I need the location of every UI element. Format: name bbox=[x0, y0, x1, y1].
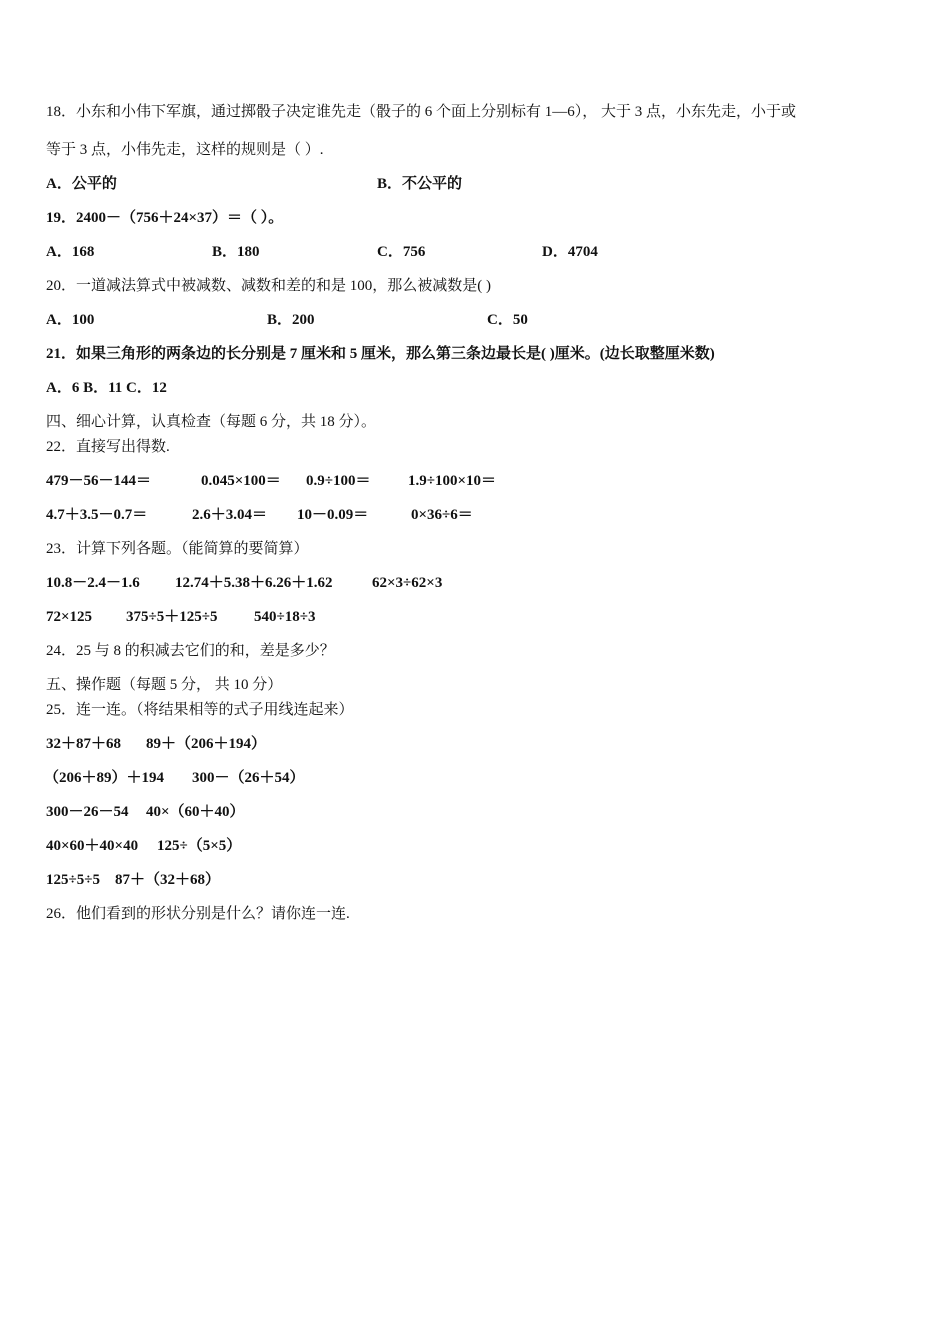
q22-r1-expr1: 479－56－144＝ bbox=[46, 473, 152, 489]
q25-r5-left: 125÷5÷5 bbox=[46, 872, 100, 888]
q18-stem-line2: 等于 3 点，小伟先走，这样的规则是（ ）. bbox=[46, 142, 324, 158]
q22-r1-expr4: 1.9÷100×10＝ bbox=[408, 473, 497, 489]
q23-r1-expr2: 12.74＋5.38＋6.26＋1.62 bbox=[175, 575, 333, 591]
q18-stem-line1: 18．小东和小伟下军旗，通过掷骰子决定谁先走（骰子的 6 个面上分别标有 1—6）， 大于 3 点，小东先走，小于或 bbox=[46, 104, 797, 120]
q19-option-c: C．756 bbox=[377, 244, 426, 260]
q25-r1-left: 32＋87＋68 bbox=[46, 736, 122, 752]
q22-r1-expr3: 0.9÷100＝ bbox=[306, 473, 371, 489]
q19-stem: 19．2400－（756＋24×37）＝（ ）。 bbox=[46, 210, 284, 226]
section-4-heading: 四、细心计算，认真检查（每题 6 分，共 18 分）。 bbox=[46, 414, 377, 430]
q25-r4-right: 125÷（5×5） bbox=[157, 838, 242, 854]
q23-r1-expr3: 62×3÷62×3 bbox=[372, 575, 443, 591]
q22-r2-expr3: 10－0.09＝ bbox=[297, 507, 369, 523]
q20-option-a: A．100 bbox=[46, 312, 95, 328]
q26-stem: 26．他们看到的形状分别是什么？请你连一连. bbox=[46, 906, 350, 922]
q23-r2-expr2: 375÷5＋125÷5 bbox=[126, 609, 218, 625]
q25-r1-right: 89＋（206＋194） bbox=[146, 736, 267, 752]
q23-r2-expr3: 540÷18÷3 bbox=[254, 609, 316, 625]
q25-r3-right: 40×（60＋40） bbox=[146, 804, 245, 820]
q22-r2-expr4: 0×36÷6＝ bbox=[411, 507, 473, 523]
section-5-heading: 五、操作题（每题 5 分， 共 10 分） bbox=[46, 677, 283, 693]
q25-r4-left: 40×60＋40×40 bbox=[46, 838, 139, 854]
q23-stem: 23．计算下列各题。（能简算的要简算） bbox=[46, 541, 309, 557]
q25-r2-left: （206＋89）＋194 bbox=[44, 770, 165, 786]
q21-options: A．6 B．11 C．12 bbox=[46, 380, 167, 396]
q25-r3-left: 300－26－54 bbox=[46, 804, 129, 820]
q18-option-b: B．不公平的 bbox=[377, 176, 463, 192]
q25-r2-right: 300－（26＋54） bbox=[192, 770, 305, 786]
q22-stem: 22．直接写出得数. bbox=[46, 439, 170, 455]
q18-option-a: A．公平的 bbox=[46, 176, 117, 192]
q25-stem: 25．连一连。（将结果相等的式子用线连起来） bbox=[46, 702, 354, 718]
q20-stem: 20．一道减法算式中被减数、减数和差的和是 100，那么被减数是( ) bbox=[46, 278, 491, 294]
q22-r2-expr1: 4.7＋3.5－0.7＝ bbox=[46, 507, 148, 523]
q21-stem: 21．如果三角形的两条边的长分别是 7 厘米和 5 厘米，那么第三条边最长是( )厘米。(边长取整厘米数) bbox=[46, 346, 715, 362]
q22-r1-expr2: 0.045×100＝ bbox=[201, 473, 281, 489]
q23-r1-expr1: 10.8－2.4－1.6 bbox=[46, 575, 140, 591]
q25-r5-right: 87＋（32＋68） bbox=[115, 872, 221, 888]
q19-option-a: A．168 bbox=[46, 244, 95, 260]
q23-r2-expr1: 72×125 bbox=[46, 609, 93, 625]
q22-r2-expr2: 2.6＋3.04＝ bbox=[192, 507, 268, 523]
q20-option-b: B．200 bbox=[267, 312, 315, 328]
q19-option-b: B．180 bbox=[212, 244, 260, 260]
q24-stem: 24．25 与 8 的积减去它们的和，差是多少？ bbox=[46, 643, 335, 659]
q19-option-d: D．4704 bbox=[542, 244, 598, 260]
q20-option-c: C．50 bbox=[487, 312, 528, 328]
